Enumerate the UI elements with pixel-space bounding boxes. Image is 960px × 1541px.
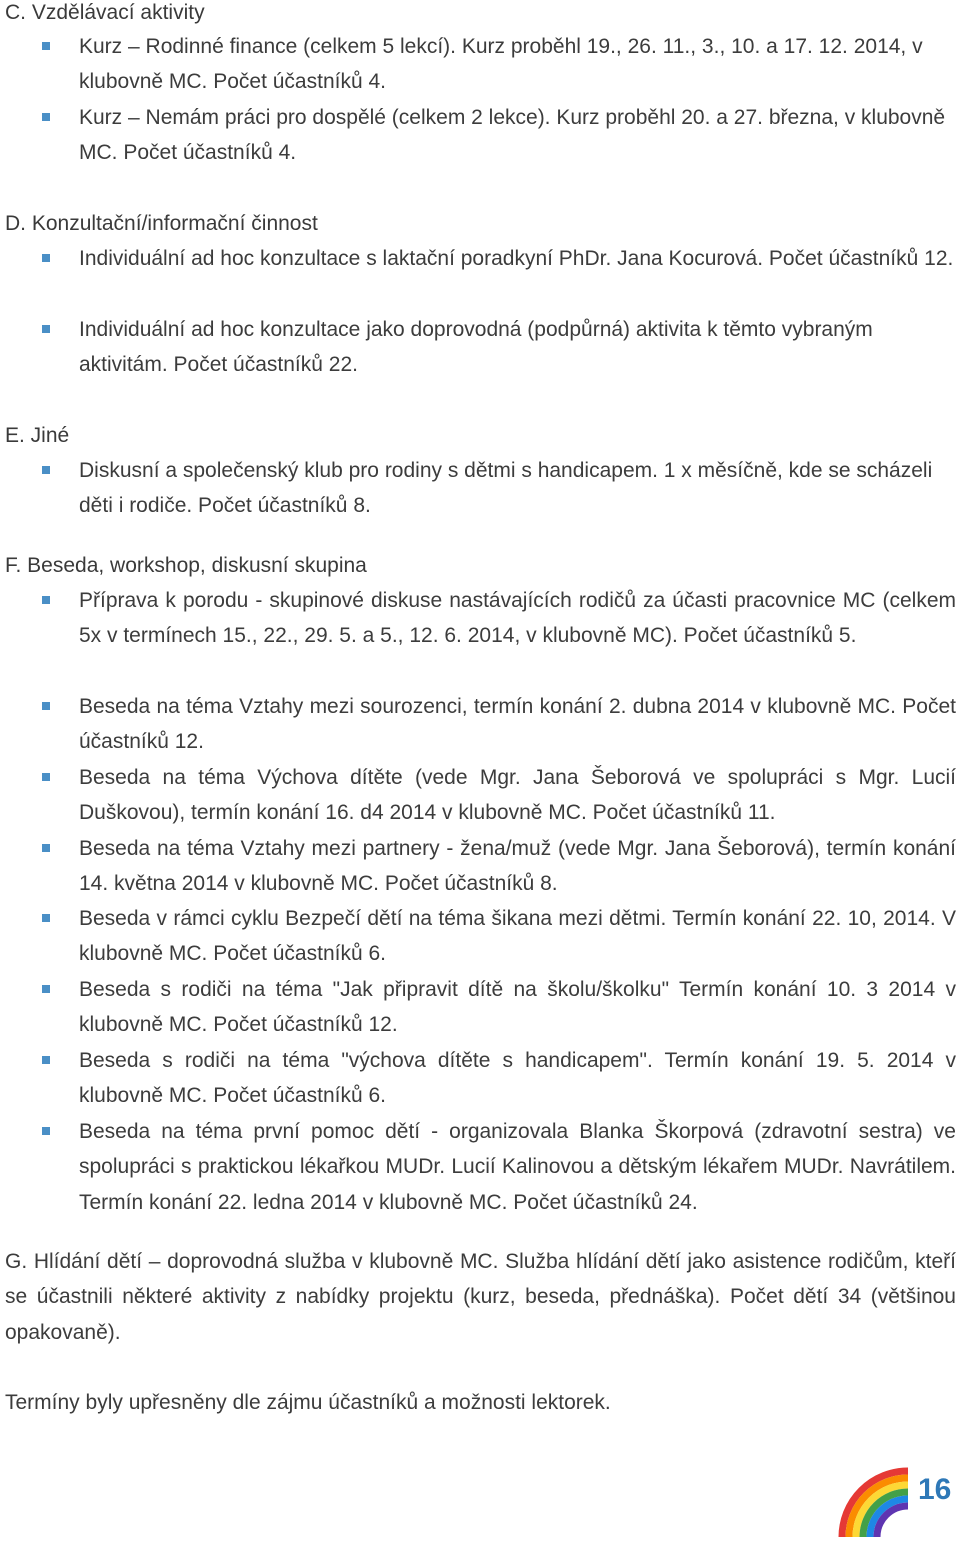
square-bullet-icon bbox=[42, 985, 50, 993]
square-bullet-icon bbox=[42, 773, 50, 781]
list-item-text: Kurz – Nemám práci pro dospělé (celkem 2 lekce). Kurz proběhl 20. a 27. března, v klubovně MC. Počet účastníků 4. bbox=[79, 106, 946, 165]
list-item-text: Beseda na téma Výchova dítěte (vede Mgr. Jana Šeborová ve spolupráci s Mgr. Lucií Duškovou), termín konání 16. d4 2014 v klubovně MC. Počet účastníků 11. bbox=[79, 766, 956, 825]
section-c-title: C. Vzdělávací aktivity bbox=[5, 1, 205, 24]
page-number: 16 bbox=[918, 1473, 952, 1506]
section-f-title: F. Beseda, workshop, diskusní skupina bbox=[5, 554, 367, 577]
list-item-text: Individuální ad hoc konzultace jako doprovodná (podpůrná) aktivita k těmto vybraným aktivitám. Počet účastníků 22. bbox=[79, 318, 873, 377]
closing-note: Termíny byly upřesněny dle zájmu účastníků a možnosti lektorek. bbox=[5, 1391, 611, 1414]
list-item-text: Beseda na téma Vztahy mezi sourozenci, termín konání 2. dubna 2014 v klubovně MC. Počet účastníků 12. bbox=[79, 695, 956, 754]
list-item-text: Beseda na téma Vztahy mezi partnery - žena/muž (vede Mgr. Jana Šeborová), termín konání 14. května 2014 v klubovně MC. Počet účastníků 8. bbox=[79, 837, 956, 896]
square-bullet-icon bbox=[42, 914, 50, 922]
square-bullet-icon bbox=[42, 466, 50, 474]
square-bullet-icon bbox=[42, 844, 50, 852]
list-item-text: Beseda s rodiči na téma "výchova dítěte s handicapem". Termín konání 19. 5. 2014 v klubovně MC. Počet účastníků 6. bbox=[79, 1049, 956, 1108]
list-item-text: Diskusní a společenský klub pro rodiny s dětmi s handicapem. 1 x měsíčně, kde se scházeli děti i rodiče. Počet účastníků 8. bbox=[79, 459, 933, 518]
square-bullet-icon bbox=[42, 596, 50, 604]
square-bullet-icon bbox=[42, 1127, 50, 1135]
square-bullet-icon bbox=[42, 325, 50, 333]
square-bullet-icon bbox=[42, 42, 50, 50]
section-d-title: D. Konzultační/informační činnost bbox=[5, 212, 318, 235]
list-item-text: Beseda s rodiči na téma "Jak připravit dítě na školu/školku" Termín konání 10. 3 2014 v klubovně MC. Počet účastníků 12. bbox=[79, 978, 956, 1037]
list-item-text: Kurz – Rodinné finance (celkem 5 lekcí). Kurz proběhl 19., 26. 11., 3., 10. a 17. 12. 2014, v klubovně MC. Počet účastníků 4. bbox=[79, 35, 923, 94]
rainbow-logo-icon bbox=[838, 1465, 918, 1537]
list-item-text: Individuální ad hoc konzultace s laktační poradkyní PhDr. Jana Kocurová. Počet účastníků 12. bbox=[79, 247, 954, 270]
list-item-text: Beseda na téma první pomoc dětí - organizovala Blanka Škorpová (zdravotní sestra) ve spolupráci s praktickou lékařkou MUDr. Lucií Kalinovou a dětským lékařem MUDr. Navrátilem. Termín konání 22. ledna 2014 v klubovně MC. Počet účastníků 24. bbox=[79, 1120, 956, 1214]
section-e-title: E. Jiné bbox=[5, 424, 70, 447]
square-bullet-icon bbox=[42, 113, 50, 121]
square-bullet-icon bbox=[42, 254, 50, 262]
section-g-paragraph: G. Hlídání dětí – doprovodná služba v klubovně MC. Služba hlídání dětí jako asistence rodičům, kteří se účastnili některé aktivity z nabídky projektu (kurz, beseda, přednáška). Počet dětí 34 (většinou opakovaně). bbox=[5, 1250, 956, 1344]
list-item-text: Beseda v rámci cyklu Bezpečí dětí na téma šikana mezi dětmi. Termín konání 22. 10, 2014. V klubovně MC. Počet účastníků 6. bbox=[79, 907, 956, 966]
square-bullet-icon bbox=[42, 702, 50, 710]
list-item-text: Příprava k porodu - skupinové diskuse nastávajících rodičů za účasti pracovnice MC (celkem 5x v termínech 15., 22., 29. 5. a 5., 12. 6. 2014, v klubovně MC). Počet účastníků 5. bbox=[79, 589, 956, 648]
square-bullet-icon bbox=[42, 1056, 50, 1064]
